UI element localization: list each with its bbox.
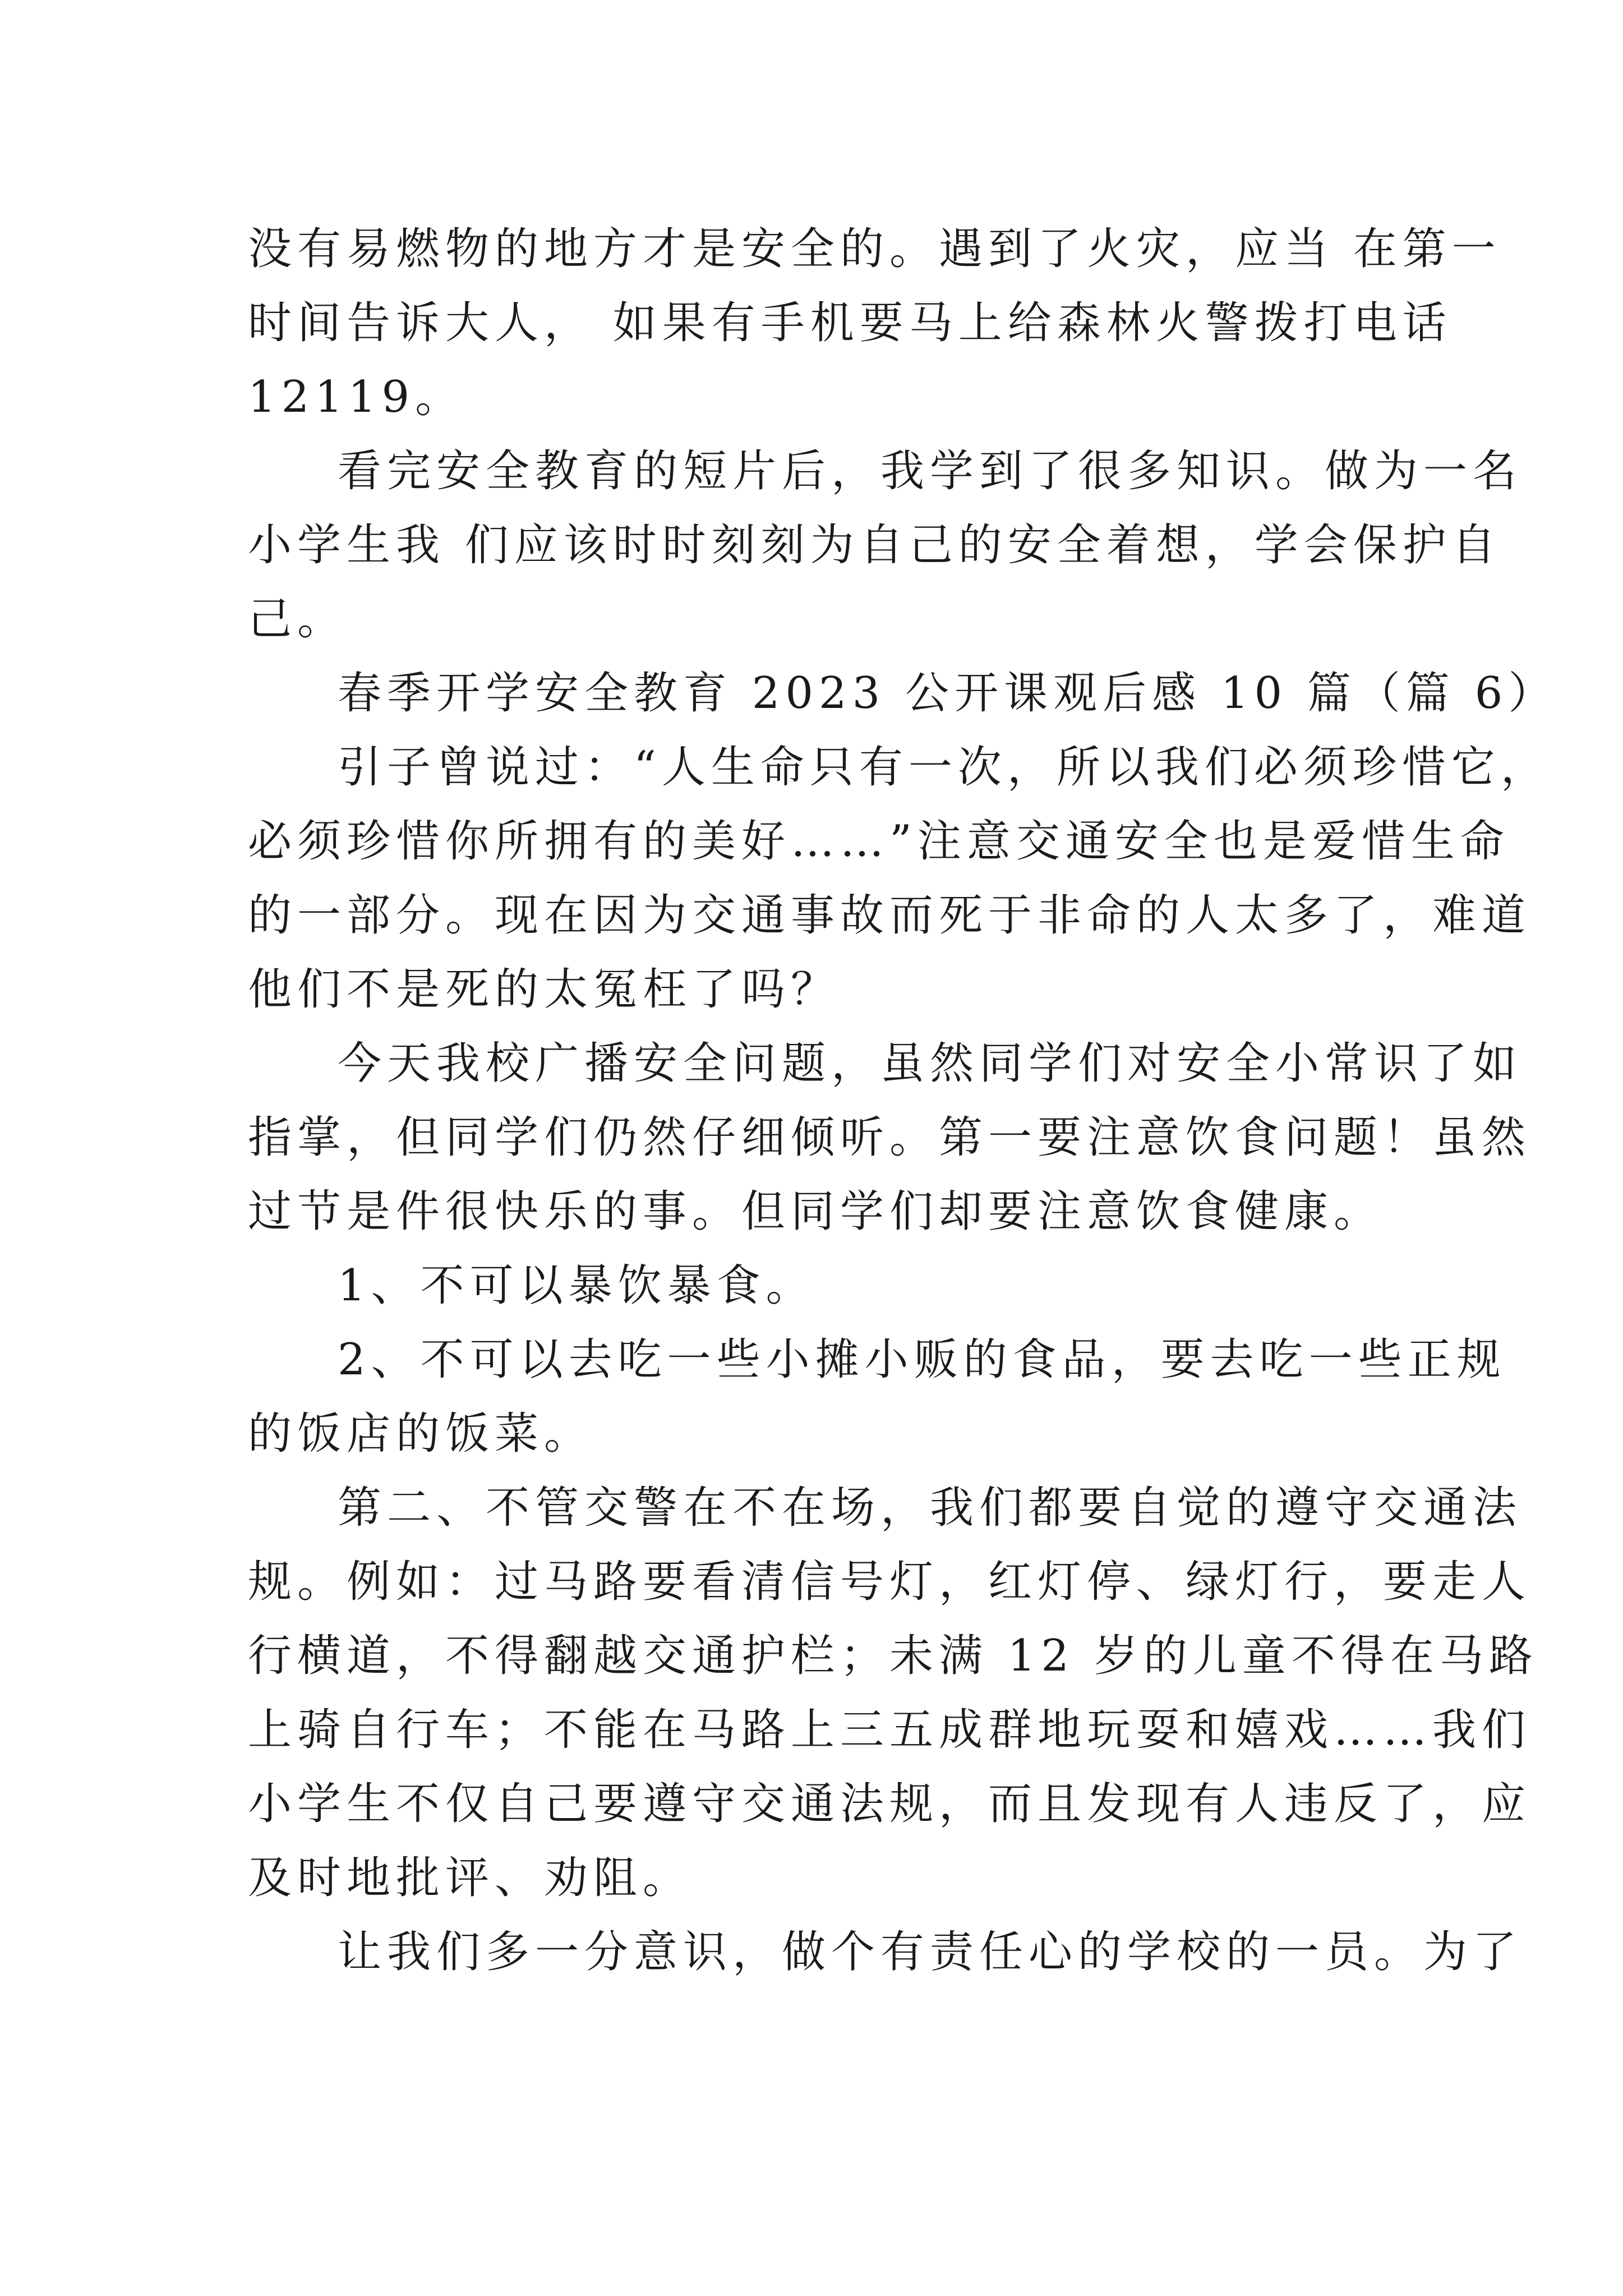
text-line: 必须珍惜你所拥有的美好……”注意交通安全也是爱惜生命 <box>248 816 1510 867</box>
text-line: 看完安全教育的短片后，我学到了很多知识。做为一名 <box>338 446 1523 496</box>
text-line: 过节是件很快乐的事。但同学们却要注意饮食健康。 <box>248 1186 1384 1237</box>
text-line: 及时地批评、劝阻。 <box>248 1853 693 1903</box>
text-line: 让我们多一分意识，做个有责任心的学校的一员。为了 <box>338 1927 1523 1977</box>
text-line: 引子曾说过：“人生命只有一次，所以我们必须珍惜它， <box>338 742 1550 793</box>
text-line: 己。 <box>248 594 347 645</box>
section-heading: 春季开学安全教育 2023 公开课观后感 10 篇（篇 6） <box>338 668 1558 719</box>
text-line: 指掌，但同学们仍然仔细倾听。第一要注意饮食问题！虽然 <box>248 1112 1532 1163</box>
text-line: 他们不是死的太冤枉了吗？ <box>248 964 841 1015</box>
text-line: 规。例如：过马路要看清信号灯，红灯停、绿灯行，要走人 <box>248 1557 1532 1607</box>
text-line: 的饭店的饭菜。 <box>248 1409 594 1459</box>
text-line: 今天我校广播安全问题，虽然同学们对安全小常识了如 <box>338 1038 1523 1089</box>
text-line: 上骑自行车；不能在马路上三五成群地玩耍和嬉戏……我们 <box>248 1705 1532 1755</box>
list-item: 2、不可以去吃一些小摊小贩的食品，要去吃一些正规 <box>338 1335 1506 1385</box>
text-line: 没有易燃物的地方才是安全的。遇到了火灾，应当 在第一 <box>248 224 1501 274</box>
text-line: 的一部分。现在因为交通事故而死于非命的人太多了，难道 <box>248 890 1532 941</box>
text-line: 第二、不管交警在不在场，我们都要自觉的遵守交通法 <box>338 1483 1523 1533</box>
text-line: 行横道，不得翻越交通护栏；未满 12 岁的儿童不得在马路 <box>248 1631 1538 1681</box>
text-line: 时间告诉大人， 如果有手机要马上给森林火警拨打电话 <box>248 298 1452 348</box>
text-line: 小学生不仅自己要遵守交通法规，而且发现有人违反了，应 <box>248 1779 1532 1829</box>
text-line: 12119。 <box>248 372 465 422</box>
body-text <box>248 212 1558 1989</box>
list-item: 1、不可以暴饮暴食。 <box>338 1260 815 1311</box>
text-line: 小学生我 们应该时时刻刻为自己的安全着想，学会保护自 <box>248 520 1501 570</box>
